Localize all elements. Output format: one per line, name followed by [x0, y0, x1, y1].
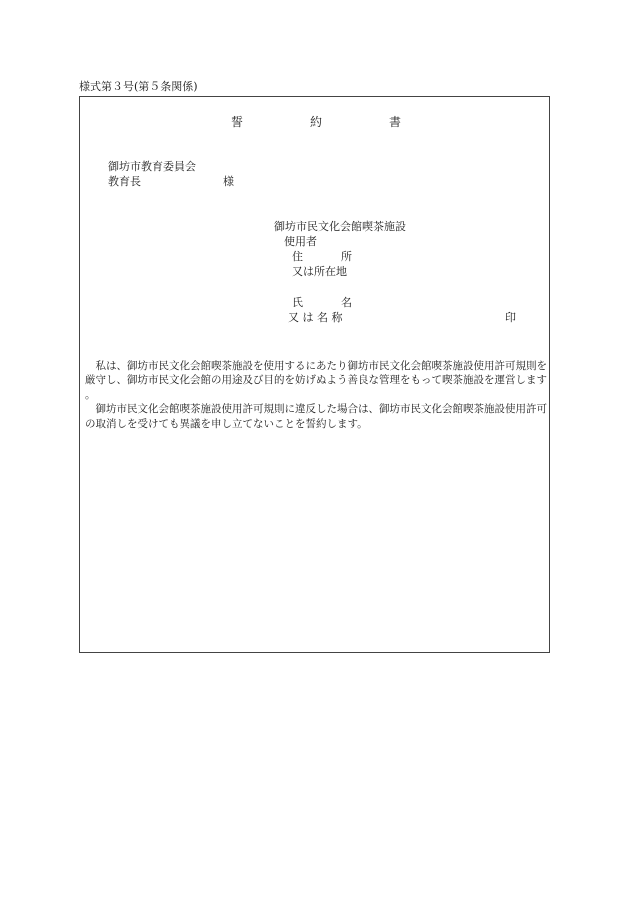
user-label: 使用者 [284, 235, 317, 248]
pledge-body [85, 359, 547, 431]
form-number-label: 様式第３号(第５条関係) [79, 80, 198, 93]
title-char-1: 誓 [231, 115, 244, 129]
name-label-2: 名 [341, 296, 352, 309]
addressee-honorific: 様 [223, 175, 234, 188]
pledge-paragraph-1: 私は、御坊市民文化会館喫茶施設を使用するにあたり御坊市民文化会館喫茶施設使用許可規則を厳守し、御坊市民文化会館の用途及び目的を妨げぬよう善良な管理をもって喫茶施設を運営します。 [85, 360, 547, 401]
title-char-3: 書 [389, 115, 402, 129]
address-label-1: 住 [292, 250, 303, 263]
name-label-alt: 又 は 名 称 [288, 311, 343, 324]
addressee-org: 御坊市教育委員会 [108, 160, 196, 173]
addressee-role: 教育長 [108, 175, 141, 188]
facility-name: 御坊市民文化会館喫茶施設 [274, 220, 406, 233]
title-char-2: 約 [310, 115, 323, 129]
name-label-1: 氏 [292, 296, 303, 309]
seal-mark: 印 [505, 311, 516, 324]
address-label-2: 所 [341, 250, 352, 263]
address-label-alt: 又は所在地 [292, 265, 347, 278]
pledge-paragraph-2: 御坊市民文化会館喫茶施設使用許可規則に違反した場合は、御坊市民文化会館喫茶施設使用許可の取消しを受けても異議を申し立てないことを誓約します。 [85, 403, 547, 430]
